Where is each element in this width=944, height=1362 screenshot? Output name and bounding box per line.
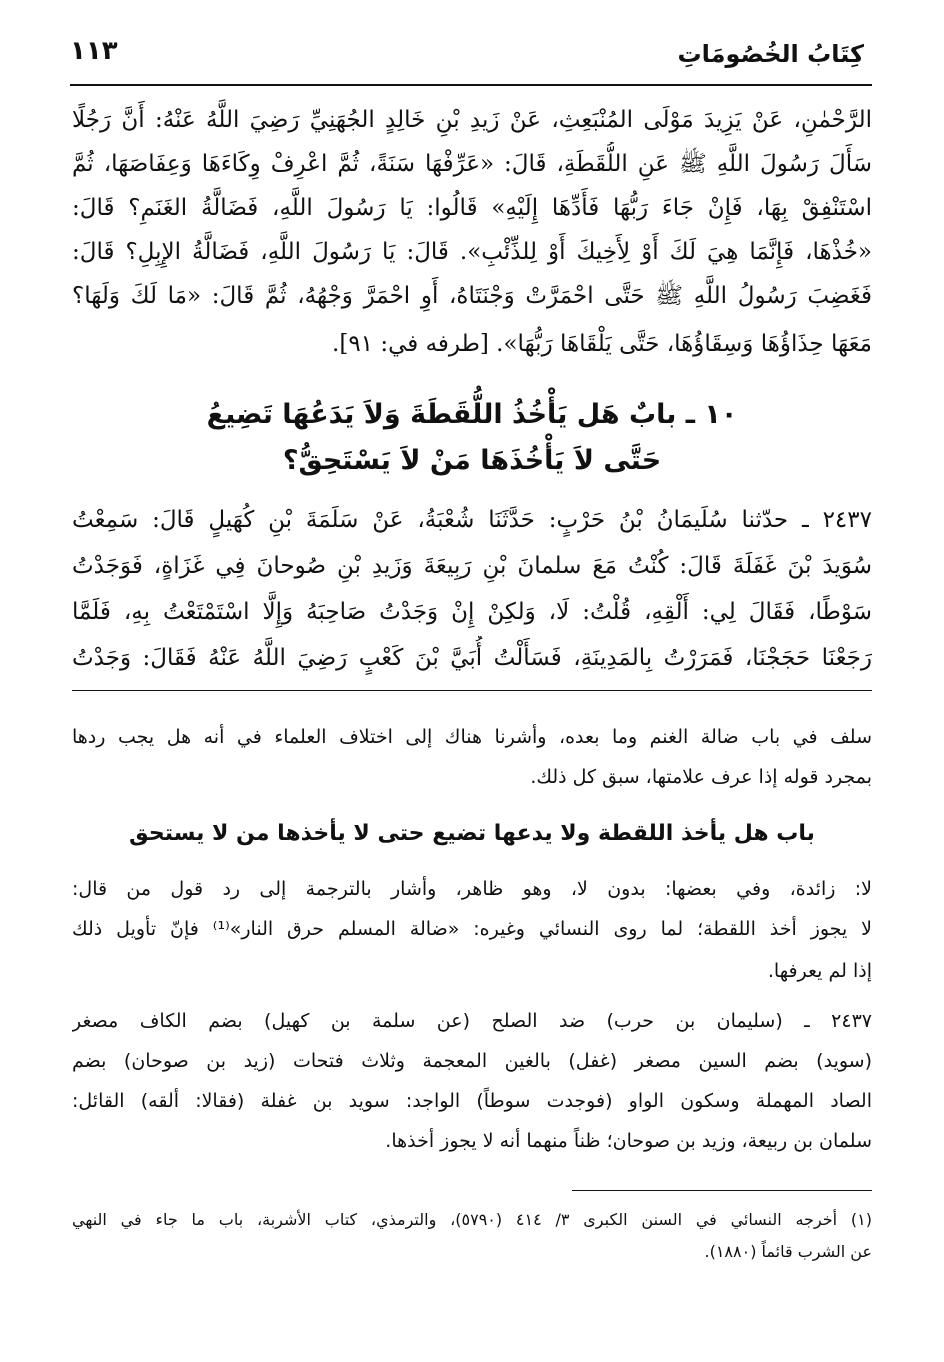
text-line: سَوْطًا، فَقَالَ لِي: أَلْقِهِ، قُلْتُ: لَا، وَلكِنْ إِنْ وَجَدْتُ صَاحِبَهُ وَإِلَّا اسْتَمْتَعْتُ بِهِ، فَلَمَّا bbox=[72, 599, 872, 625]
page-number: ١١٣ bbox=[70, 36, 118, 66]
text-line: اسْتَنْفِقْ بِهَا، فَإِنْ جَاءَ رَبُّهَا فَأَدِّهَا إِلَيْهِ» قَالُوا: يَا رَسُولَ اللَّهِ، فَضَالَّةُ الغَنَمِ؟ قَالَ: bbox=[72, 195, 872, 221]
running-header-title: كِتَابُ الخُصُومَاتِ bbox=[677, 40, 864, 68]
chapter-heading-line: حَتَّى لاَ يَأْخُذَهَا مَنْ لاَ يَسْتَحِقُّ؟ bbox=[282, 445, 662, 476]
footnote-divider bbox=[572, 1190, 872, 1191]
text-line: إذا لم يعرفها. bbox=[767, 960, 872, 982]
text-line: سُوَيدَ بْنَ غَفَلَةَ قَالَ: كُنْتُ مَعَ سلمانَ بْنِ رَبِيعَةَ وَزَيدِ بْنِ صُوحانَ فِي غَزَاةٍ، فَوَجَدْتُ bbox=[72, 553, 872, 579]
header-divider bbox=[70, 84, 872, 86]
footnote-line: (١) أخرجه النسائي في السنن الكبرى ٣/ ٤١٤ (٥٧٩٠)، والترمذي، كتاب الأشربة، باب ما جاء في النهي bbox=[72, 1210, 872, 1229]
text-line: «خُذْهَا، فَإِنَّمَا هِيَ لَكَ أَوْ لِأَخِيكَ أَوْ لِلذِّئْبِ». قَالَ: يَا رَسُولَ اللَّهِ، فَضَالَّةُ الإِبِلِ؟ قَالَ: bbox=[72, 239, 872, 265]
text-line: سَأَلَ رَسُولَ اللَّهِ ﷺ عَنِ اللُّقَطَةِ، قَالَ: «عَرِّفْهَا سَنَةً، ثُمَّ اعْرِفْ وِكَاءَهَا وَعِفَاصَهَا، ثُمَّ bbox=[72, 151, 872, 177]
text-line: لا يجوز أخذ اللقطة؛ لما روى النسائي وغيره: «ضالة المسلم حرق النار»⁽¹⁾ فإنّ تأويل ذلك bbox=[72, 918, 872, 940]
footnote-line: عن الشرب قائماً (١٨٨٠). bbox=[704, 1242, 872, 1261]
commentary-divider bbox=[72, 690, 872, 691]
text-line: ٢٤٣٧ ـ حدّثنا سُلَيمَانُ بْنُ حَرْبٍ: حَدَّثَنَا شُعْبَةُ، عَنْ سَلَمَةَ بْنِ كُهَيلٍ قَالَ: سَمِعْتُ bbox=[72, 507, 872, 533]
text-line: سلمان بن ربيعة، وزيد بن صوحان؛ ظناً منهما أنه لا يجوز أخذها. bbox=[385, 1130, 872, 1152]
text-line: الصاد المهملة وسكون الواو (فوجدت سوطاً) الواجد: سويد بن غفلة (فقالا: ألقه) القائل: bbox=[72, 1090, 872, 1112]
text-line: سلف في باب ضالة الغنم وما بعده، وأشرنا هناك إلى اختلاف العلماء في أنه هل يجب ردها bbox=[72, 726, 872, 748]
text-line: فَغَضِبَ رَسُولُ اللَّهِ ﷺ حَتَّى احْمَرَّتْ وَجْنَتَاهُ، أَوِ احْمَرَّ وَجْهُهُ، ثُمَّ قَالَ: «مَا لَكَ وَلَهَا؟ bbox=[72, 283, 872, 309]
text-line: لا: زائدة، وفي بعضها: بدون لا، وهو ظاهر، وأشار بالترجمة إلى رد قول من قال: bbox=[72, 878, 872, 900]
text-line: (سويد) بضم السين مصغر (غفل) بالغين المعجمة وثلاث فتحات (زيد بن صوحان) بضم bbox=[72, 1050, 872, 1072]
commentary-heading: باب هل يأخذ اللقطة ولا يدعها تضيع حتى لا يأخذها من لا يستحق bbox=[129, 821, 815, 846]
chapter-heading-line: ١٠ ـ بابٌ هَل يَأْخُذُ اللُّقَطَةَ وَلاَ يَدَعُهَا تَضِيعُ bbox=[206, 399, 738, 430]
text-line: مَعَهَا حِذَاؤُهَا وَسِقَاؤُهَا، حَتَّى يَلْقَاهَا رَبُّهَا». [طرفه في: ٩١]. bbox=[332, 331, 872, 357]
text-line: رَجَعْنَا حَجَجْنَا، فَمَرَرْتُ بِالمَدِينَةِ، فَسَأَلْتُ أُبَيَّ بْنَ كَعْبٍ رَضِيَ اللَّهُ عَنْهُ فَقَالَ: وَجَدْتُ bbox=[72, 645, 872, 671]
text-line: بمجرد قوله إذا عرف علامتها، سبق كل ذلك. bbox=[530, 766, 872, 788]
text-line: الرَّحْمٰنِ، عَنْ يَزِيدَ مَوْلَى المُنْبَعِثِ، عَنْ زَيدِ بْنِ خَالِدٍ الجُهَنِيِّ رَضِيَ اللَّهُ عَنْهُ: أَنَّ رَجُلًا bbox=[72, 107, 872, 133]
text-line: ٢٤٣٧ ـ (سليمان بن حرب) ضد الصلح (عن سلمة بن كهيل) بضم الكاف مصغر bbox=[72, 1010, 872, 1032]
